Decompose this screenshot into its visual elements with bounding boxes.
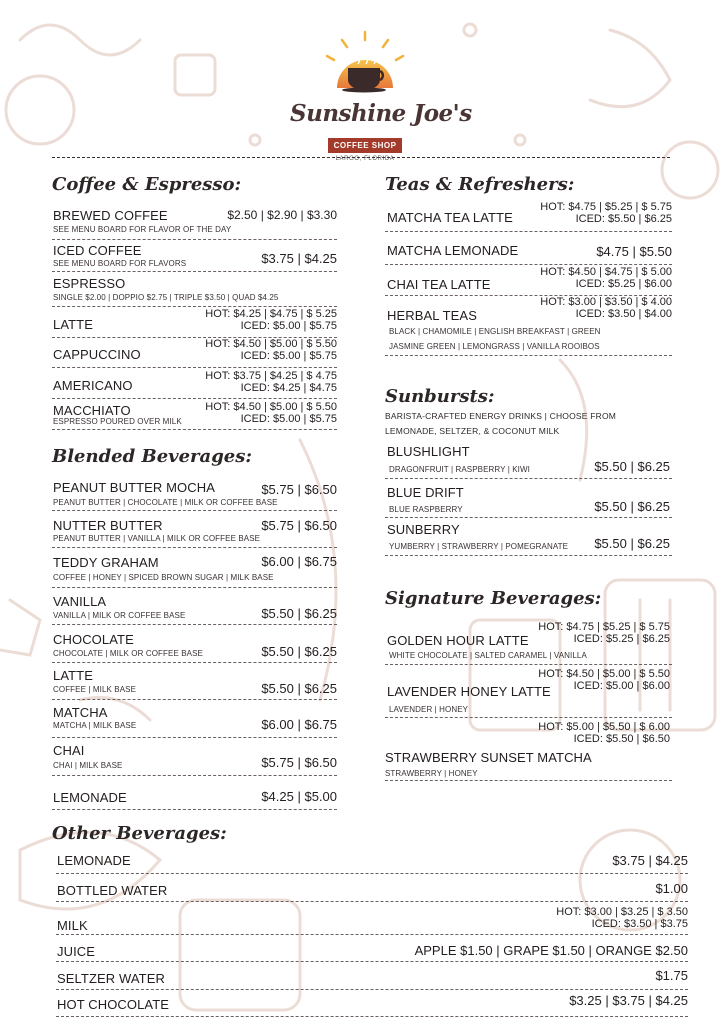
- menu-item-seltzer-water: [56, 964, 688, 990]
- sunbursts-desc: LEMONADE, SELTZER, & COCONUT MILK: [385, 426, 560, 436]
- item-desc: CHOCOLATE | MILK OR COFFEE BASE: [53, 649, 203, 658]
- item-name: CHAI: [53, 743, 85, 758]
- item-iced-price: ICED: $4.25 | $4.75: [240, 382, 337, 394]
- item-hot-price: HOT: $4.75 | $5.25 | $ 5.75: [538, 621, 670, 633]
- item-desc: BLUE RASPBERRY: [389, 505, 463, 514]
- item-hot-price: HOT: $4.50 | $4.75 | $ 5.00: [540, 266, 672, 278]
- item-hot-price: HOT: $4.25 | $4.75 | $ 5.25: [205, 308, 337, 320]
- item-name: GOLDEN HOUR LATTE: [387, 633, 529, 648]
- item-price: $5.50 | $6.25: [261, 606, 337, 621]
- menu-item-hot-chocolate: [56, 991, 688, 1017]
- item-name: MACCHIATO: [53, 403, 131, 418]
- item-iced-price: ICED: $5.50 | $6.25: [575, 213, 672, 225]
- item-name: HOT CHOCOLATE: [57, 997, 170, 1012]
- item-price: $5.50 | $6.25: [261, 681, 337, 696]
- item-price: $1.00: [655, 881, 688, 896]
- section-title-sunbursts: Sunbursts:: [385, 386, 495, 407]
- brand-tagline: COFFEE SHOP: [328, 138, 402, 153]
- menu-item-blended-chai: [52, 740, 337, 776]
- menu-item-blended-latte: [52, 664, 337, 700]
- item-desc: SEE MENU BOARD FOR FLAVOR OF THE DAY: [53, 225, 232, 234]
- item-price: $3.25 | $3.75 | $4.25: [569, 993, 688, 1008]
- menu-item-americano: [52, 369, 337, 399]
- item-name: NUTTER BUTTER: [53, 518, 163, 533]
- item-name: LEMONADE: [53, 790, 127, 805]
- brand-logo: [290, 28, 472, 162]
- item-iced-price: ICED: $3.50 | $3.75: [591, 918, 688, 930]
- sun-cup-icon: [290, 28, 440, 108]
- item-desc: SEE MENU BOARD FOR FLAVORS: [53, 259, 187, 268]
- item-iced-price: ICED: $5.00 | $5.75: [240, 350, 337, 362]
- menu-item-milk: [56, 903, 688, 935]
- item-price: $5.50 | $6.25: [261, 644, 337, 659]
- menu-item-strawberry-sunset-matcha: [385, 719, 672, 781]
- item-name: LATTE: [53, 668, 93, 683]
- menu-item-macchiato: [52, 400, 337, 430]
- menu-item-cappuccino: [52, 338, 337, 368]
- item-iced-price: ICED: $3.50 | $4.00: [575, 308, 672, 320]
- menu-item-other-lemonade: [56, 848, 688, 874]
- item-price: $2.50 | $2.90 | $3.30: [227, 208, 337, 222]
- item-desc: CHAI | MILK BASE: [53, 761, 123, 770]
- item-price: $5.75 | $6.50: [261, 518, 337, 533]
- item-desc: STRAWBERRY | HONEY: [385, 769, 478, 778]
- menu-item-juice: [56, 938, 688, 962]
- item-iced-price: ICED: $5.00 | $5.75: [240, 320, 337, 332]
- section-title-coffee: Coffee & Espresso:: [52, 174, 242, 195]
- menu-item-blue-drift: [385, 481, 672, 518]
- item-name: SELTZER WATER: [57, 971, 165, 986]
- item-hot-price: HOT: $4.50 | $5.00 | $ 5.50: [538, 668, 670, 680]
- item-desc: YUMBERRY | STRAWBERRY | POMEGRANATE: [389, 542, 569, 551]
- menu-item-teddy-graham: [52, 550, 337, 588]
- menu-item-chai-tea-latte: [385, 266, 672, 296]
- item-name: BOTTLED WATER: [57, 883, 168, 898]
- item-iced-price: ICED: $5.25 | $6.25: [573, 633, 670, 645]
- item-desc: PEANUT BUTTER | CHOCOLATE | MILK OR COFFEE BASE: [53, 498, 278, 507]
- menu-item-espresso: [52, 275, 337, 307]
- item-desc: BLACK | CHAMOMILE | ENGLISH BREAKFAST | GREEN: [389, 327, 601, 336]
- item-hot-price: HOT: $3.00 | $3.25 | $ 3.50: [556, 906, 688, 918]
- item-name: STRAWBERRY SUNSET MATCHA: [385, 750, 592, 765]
- item-name: CAPPUCCINO: [53, 347, 141, 362]
- item-name: BLUE DRIFT: [387, 485, 464, 500]
- item-price: $5.50 | $6.25: [594, 459, 670, 474]
- item-desc: VANILLA | MILK OR COFFEE BASE: [53, 611, 186, 620]
- item-name: ICED COFFEE: [53, 243, 142, 258]
- item-price: $4.75 | $5.50: [596, 244, 672, 259]
- item-desc: COFFEE | MILK BASE: [53, 685, 137, 694]
- menu-item-latte: [52, 308, 337, 338]
- item-price: APPLE $1.50 | GRAPE $1.50 | ORANGE $2.50: [414, 943, 688, 958]
- item-hot-price: HOT: $4.75 | $5.25 | $ 5.75: [540, 201, 672, 213]
- item-name: PEANUT BUTTER MOCHA: [53, 480, 216, 495]
- menu-item-sunberry: [385, 518, 672, 556]
- section-title-blended: Blended Beverages:: [52, 446, 253, 467]
- item-price: $6.00 | $6.75: [261, 717, 337, 732]
- menu-item-herbal-teas: [385, 296, 672, 356]
- item-iced-price: ICED: $5.50 | $6.50: [573, 733, 670, 745]
- sunbursts-desc: BARISTA-CRAFTED ENERGY DRINKS | CHOOSE FROM: [385, 411, 617, 421]
- item-price: $4.25 | $5.00: [261, 789, 337, 804]
- menu-item-iced-coffee: [52, 242, 337, 272]
- item-iced-price: ICED: $5.00 | $5.75: [240, 413, 337, 425]
- menu-item-blended-matcha: [52, 702, 337, 738]
- item-name: HERBAL TEAS: [387, 308, 477, 323]
- item-desc: WHITE CHOCOLATE | SALTED CARAMEL | VANILLA: [389, 651, 587, 660]
- item-name: LAVENDER HONEY LATTE: [387, 684, 551, 699]
- item-desc: SINGLE $2.00 | DOPPIO $2.75 | TRIPLE $3.50 | QUAD $4.25: [53, 293, 279, 302]
- item-desc: LAVENDER | HONEY: [389, 705, 469, 714]
- item-name: CHAI TEA LATTE: [387, 277, 491, 292]
- item-hot-price: HOT: $4.50 | $5.00 | $ 5.50: [205, 338, 337, 350]
- header-divider: [52, 157, 670, 158]
- menu-item-bottled-water: [56, 876, 688, 902]
- item-name: AMERICANO: [53, 378, 133, 393]
- item-name: MATCHA: [53, 705, 108, 720]
- item-desc: MATCHA | MILK BASE: [53, 721, 137, 730]
- item-price: $3.75 | $4.25: [261, 251, 337, 266]
- section-title-other: Other Beverages:: [52, 823, 227, 844]
- item-desc: COFFEE | HONEY | SPICED BROWN SUGAR | MILK BASE: [53, 573, 274, 582]
- item-name: ESPRESSO: [53, 276, 126, 291]
- menu-item-vanilla: [52, 590, 337, 625]
- item-hot-price: HOT: $3.00 | $3.50 | $ 4.00: [540, 296, 672, 308]
- item-price: $5.50 | $6.25: [594, 536, 670, 551]
- item-price: $5.75 | $6.50: [261, 755, 337, 770]
- menu-item-peanut-butter-mocha: [52, 477, 337, 511]
- item-name: MILK: [57, 918, 88, 933]
- item-name: MATCHA LEMONADE: [387, 243, 519, 258]
- item-iced-price: ICED: $5.00 | $6.00: [573, 680, 670, 692]
- item-hot-price: HOT: $4.50 | $5.00 | $ 5.50: [205, 401, 337, 413]
- menu-item-blended-lemonade: [52, 786, 337, 810]
- item-price: $3.75 | $4.25: [612, 853, 688, 868]
- item-name: TEDDY GRAHAM: [53, 555, 159, 570]
- section-title-signature: Signature Beverages:: [385, 588, 602, 609]
- item-hot-price: HOT: $5.00 | $5.50 | $ 6.00: [538, 721, 670, 733]
- item-name: MATCHA TEA LATTE: [387, 210, 513, 225]
- menu-item-lavender-honey-latte: [385, 666, 672, 718]
- menu-item-matcha-lemonade: [385, 235, 672, 265]
- item-name: VANILLA: [53, 594, 107, 609]
- item-desc: ESPRESSO POURED OVER MILK: [53, 417, 182, 426]
- menu-item-chocolate: [52, 628, 337, 663]
- menu-item-matcha-tea-latte: [385, 200, 672, 232]
- item-name: JUICE: [57, 944, 96, 959]
- brand-name: Sunshine Joe's: [290, 100, 472, 127]
- item-name: LATTE: [53, 317, 93, 332]
- item-price: $5.75 | $6.50: [261, 482, 337, 497]
- item-name: BREWED COFFEE: [53, 208, 168, 223]
- menu-item-brewed-coffee: [52, 207, 337, 240]
- item-name: BLUSHLIGHT: [387, 444, 470, 459]
- item-desc: DRAGONFRUIT | RASPBERRY | KIWI: [389, 465, 530, 474]
- menu-item-golden-hour-latte: [385, 619, 672, 665]
- item-desc: JASMINE GREEN | LEMONGRASS | VANILLA ROOIBOS: [389, 342, 600, 351]
- item-name: LEMONADE: [57, 853, 131, 868]
- item-desc: PEANUT BUTTER | VANILLA | MILK OR COFFEE BASE: [53, 534, 261, 543]
- menu-item-nutter-butter: [52, 514, 337, 548]
- section-title-teas: Teas & Refreshers:: [385, 174, 575, 195]
- brand-location: LARGO, FLORIDA: [335, 156, 395, 162]
- menu-item-blushlight: [385, 442, 672, 479]
- item-iced-price: ICED: $5.25 | $6.00: [575, 278, 672, 290]
- item-name: SUNBERRY: [387, 522, 460, 537]
- item-price: $1.75: [655, 968, 688, 983]
- item-price: $5.50 | $6.25: [594, 499, 670, 514]
- item-hot-price: HOT: $3.75 | $4.25 | $ 4.75: [205, 370, 337, 382]
- item-price: $6.00 | $6.75: [261, 554, 337, 569]
- item-name: CHOCOLATE: [53, 632, 134, 647]
